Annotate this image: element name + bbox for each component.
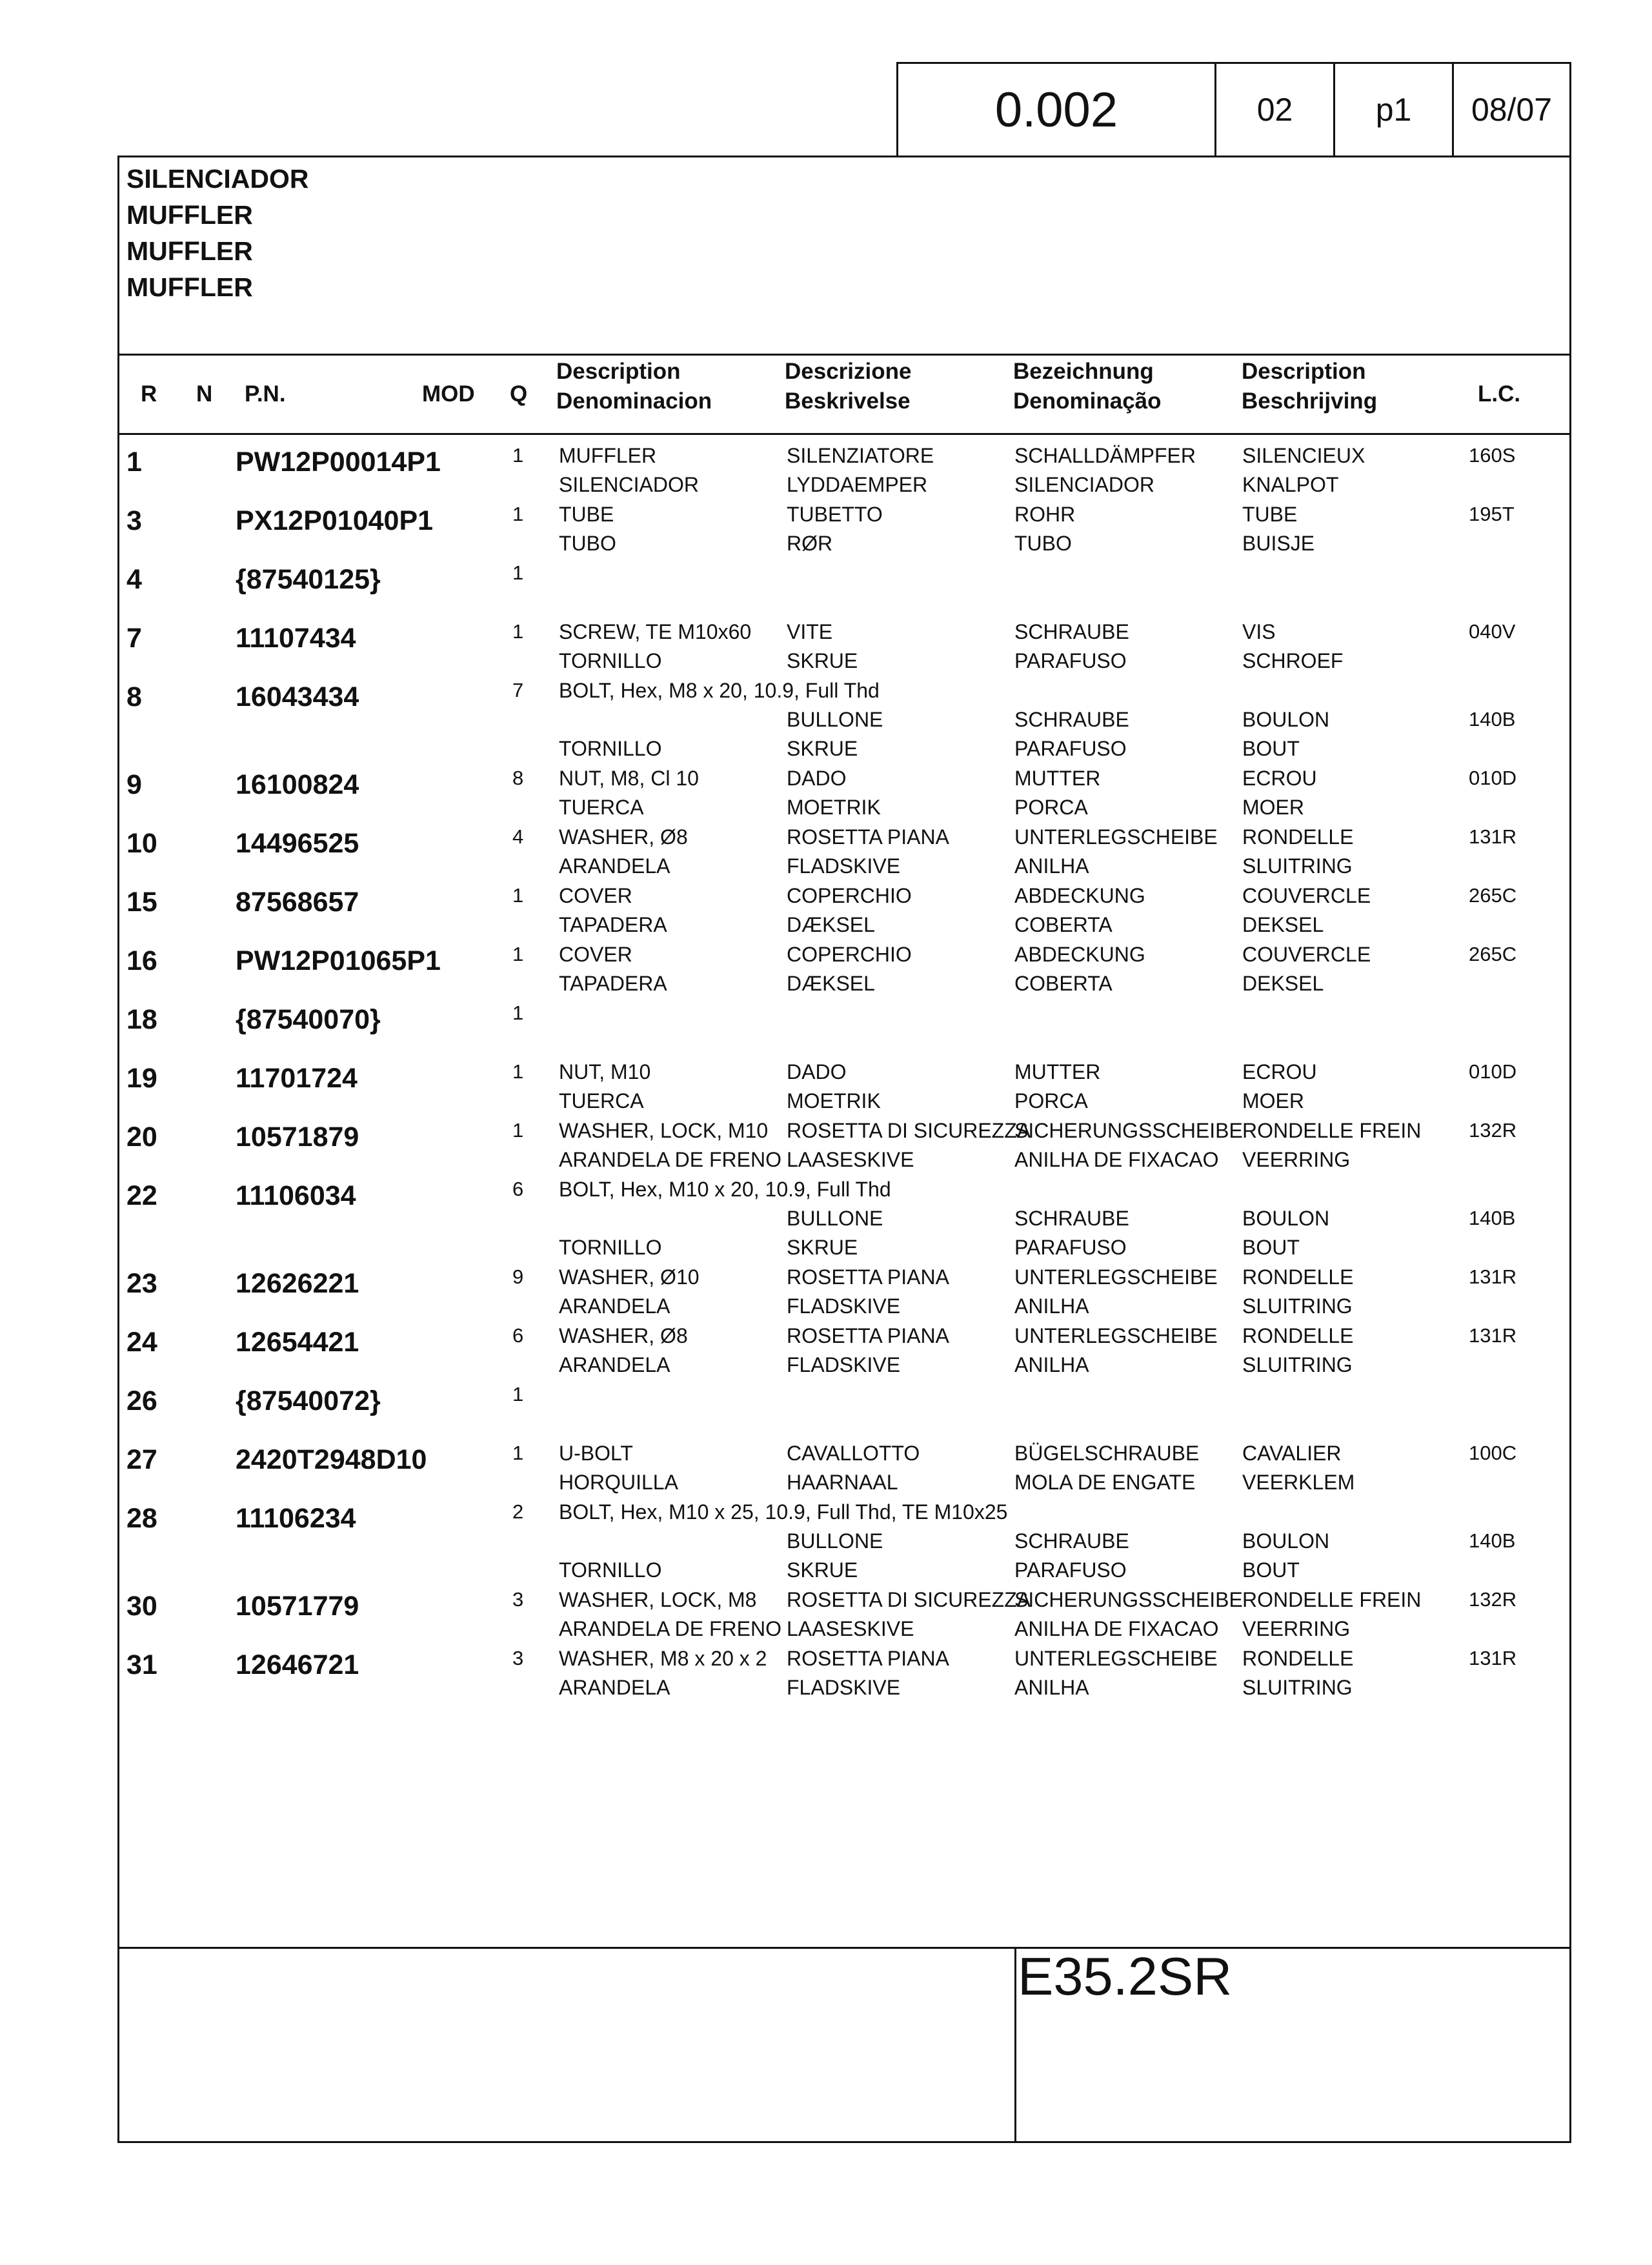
description-alt-lang-4: DEKSEL (1242, 913, 1324, 936)
table-row (0, 1324, 1652, 1382)
ref-number: 4 (126, 564, 142, 595)
description-lang-4: BOULON (1242, 708, 1330, 731)
description-alt-lang-1: TORNILLO (559, 1558, 662, 1582)
description-long: BOLT, Hex, M8 x 20, 10.9, Full Thd (559, 679, 880, 702)
description-alt-lang-2: FLADSKIVE (787, 854, 901, 878)
part-number: PW12P01065P1 (236, 945, 441, 976)
description-lang-3: ROHR (1014, 503, 1076, 526)
description-alt-lang-3: COBERTA (1014, 913, 1113, 936)
col-q: Q (510, 381, 528, 407)
table-row (0, 1119, 1652, 1177)
description-alt-lang-4: BOUT (1242, 1558, 1300, 1582)
description-alt-lang-1: TUERCA (559, 1089, 644, 1112)
quantity: 1 (512, 503, 524, 525)
description-alt-lang-2: SKRUE (787, 1236, 858, 1259)
lc-code: 131R (1469, 1324, 1517, 1347)
quantity: 2 (512, 1500, 524, 1523)
col-desc1-bottom: Denominacion (556, 388, 712, 414)
description-alt-lang-4: SLUITRING (1242, 854, 1353, 878)
description-lang-3: UNTERLEGSCHEIBE (1014, 1324, 1218, 1347)
description-lang-1: WASHER, M8 x 20 x 2 (559, 1647, 767, 1670)
description-alt-lang-4: SLUITRING (1242, 1676, 1353, 1699)
description-alt-lang-3: ANILHA DE FIXACAO (1014, 1148, 1219, 1171)
description-alt-lang-4: VEERKLEM (1242, 1471, 1355, 1494)
description-alt-lang-2: MOETRIK (787, 796, 881, 819)
description-alt-lang-2: FLADSKIVE (787, 1353, 901, 1376)
part-number: 12646721 (236, 1649, 359, 1680)
description-alt-lang-2: SKRUE (787, 1558, 858, 1582)
description-alt-lang-3: ANILHA (1014, 854, 1089, 878)
lc-code: 265C (1469, 884, 1517, 907)
quantity: 1 (512, 444, 524, 467)
lc-code: 195T (1469, 503, 1515, 525)
description-alt-lang-4: MOER (1242, 1089, 1304, 1112)
description-alt-lang-1: ARANDELA (559, 1676, 670, 1699)
col-desc3-top: Bezeichnung (1013, 359, 1154, 384)
description-alt-lang-3: ANILHA (1014, 1353, 1089, 1376)
description-lang-3: ABDECKUNG (1014, 884, 1145, 907)
description-lang-4: COUVERCLE (1242, 943, 1371, 966)
lc-code: 100C (1469, 1442, 1517, 1464)
description-alt-lang-1: ARANDELA DE FRENO (559, 1617, 781, 1640)
quantity: 4 (512, 825, 524, 848)
description-lang-2: ROSETTA PIANA (787, 1265, 949, 1289)
ref-number: 3 (126, 505, 142, 536)
description-lang-1: SCREW, TE M10x60 (559, 620, 752, 643)
col-pn: P.N. (245, 381, 286, 407)
lc-code: 131R (1469, 1647, 1517, 1669)
description-lang-2: ROSETTA PIANA (787, 1647, 949, 1670)
description-alt-lang-3: COBERTA (1014, 972, 1113, 995)
footer-vertical-divider (1014, 1947, 1016, 2143)
description-lang-2: BULLONE (787, 1207, 883, 1230)
ref-number: 0.002 (994, 82, 1118, 137)
table-row (0, 884, 1652, 942)
part-number: 11106234 (236, 1503, 356, 1534)
description-lang-2: VITE (787, 620, 833, 643)
description-alt-lang-1: TUERCA (559, 796, 644, 819)
ref-number: 18 (126, 1004, 157, 1035)
description-alt-lang-2: LYDDAEMPER (787, 473, 928, 496)
description-lang-3: BÜGELSCHRAUBE (1014, 1442, 1200, 1465)
part-number: 16043434 (236, 681, 359, 712)
part-number: 11106034 (236, 1180, 356, 1211)
lc-code: 132R (1469, 1119, 1517, 1142)
ref-number: 9 (126, 769, 142, 800)
col-desc4-top: Description (1242, 359, 1366, 384)
col-n: N (196, 381, 213, 407)
description-long: BOLT, Hex, M10 x 20, 10.9, Full Thd (559, 1178, 891, 1201)
col-desc1-top: Description (556, 359, 681, 384)
part-number: 14496525 (236, 828, 359, 859)
description-lang-1: NUT, M8, Cl 10 (559, 767, 699, 790)
description-alt-lang-2: RØR (787, 532, 833, 555)
col-desc2-top: Descrizione (785, 359, 912, 384)
part-number: {87540125} (236, 564, 381, 595)
table-row (0, 444, 1652, 502)
quantity: 1 (512, 1002, 524, 1024)
description-alt-lang-1: TUBO (559, 532, 616, 555)
description-alt-lang-2: FLADSKIVE (787, 1676, 901, 1699)
part-number: 12626221 (236, 1268, 359, 1299)
part-number: PX12P01040P1 (236, 505, 434, 536)
description-alt-lang-3: PARAFUSO (1014, 737, 1127, 760)
quantity: 1 (512, 1383, 524, 1405)
quantity: 1 (512, 1442, 524, 1464)
col-lc: L.C. (1478, 381, 1521, 407)
description-lang-2: ROSETTA PIANA (787, 1324, 949, 1347)
part-number: 11701724 (236, 1063, 358, 1094)
quantity: 1 (512, 884, 524, 907)
description-alt-lang-1: TAPADERA (559, 972, 667, 995)
description-alt-lang-3: ANILHA (1014, 1676, 1089, 1699)
lc-code: 160S (1469, 444, 1516, 467)
lc-code: 140B (1469, 1207, 1516, 1229)
part-number: 16100824 (236, 769, 359, 800)
description-alt-lang-2: LAASESKIVE (787, 1617, 914, 1640)
table-row (0, 620, 1652, 678)
description-lang-2: SILENZIATORE (787, 444, 934, 467)
col-desc4-bottom: Beschrijving (1242, 388, 1378, 414)
description-lang-1: COVER (559, 943, 632, 966)
description-alt-lang-3: ANILHA (1014, 1294, 1089, 1318)
version-cell (1214, 62, 1335, 157)
lc-code: 265C (1469, 943, 1517, 965)
part-number: PW12P00014P1 (236, 447, 441, 478)
part-number: {87540070} (236, 1004, 381, 1035)
description-lang-2: BULLONE (787, 1529, 883, 1553)
description-lang-3: UNTERLEGSCHEIBE (1014, 825, 1218, 849)
table-row (0, 1060, 1652, 1118)
description-alt-lang-3: TUBO (1014, 532, 1072, 555)
quantity: 1 (512, 1119, 524, 1142)
ref-number: 19 (126, 1063, 157, 1094)
lc-code: 010D (1469, 767, 1517, 789)
part-number: 10571779 (236, 1591, 359, 1622)
table-row (0, 943, 1652, 1001)
table-row (0, 561, 1652, 619)
ref-number: 15 (126, 887, 157, 918)
description-lang-1: U-BOLT (559, 1442, 633, 1465)
description-lang-4: COUVERCLE (1242, 884, 1371, 907)
description-lang-1: NUT, M10 (559, 1060, 651, 1083)
table-row (0, 1265, 1652, 1324)
description-alt-lang-1: TORNILLO (559, 737, 662, 760)
ref-number: 26 (126, 1385, 157, 1416)
lc-code: 131R (1469, 1265, 1517, 1288)
title-en-3: MUFFLER (126, 272, 253, 302)
lc-code: 010D (1469, 1060, 1517, 1083)
ref-cell (896, 62, 1216, 157)
description-lang-2: ROSETTA PIANA (787, 825, 949, 849)
description-alt-lang-3: PORCA (1014, 1089, 1088, 1112)
lc-code: 140B (1469, 1529, 1516, 1552)
description-lang-4: RONDELLE FREIN (1242, 1119, 1422, 1142)
description-lang-4: RONDELLE (1242, 1265, 1354, 1289)
description-long: BOLT, Hex, M10 x 25, 10.9, Full Thd, TE M10x25 (559, 1500, 1008, 1524)
lc-code: 040V (1469, 620, 1516, 643)
ref-number: 22 (126, 1180, 157, 1211)
description-lang-2: COPERCHIO (787, 884, 912, 907)
ref-number: 7 (126, 623, 142, 654)
description-alt-lang-3: PARAFUSO (1014, 649, 1127, 672)
date-text: 08/07 (1471, 92, 1553, 128)
description-lang-3: SCHRAUBE (1014, 1207, 1129, 1230)
description-lang-3: SCHRAUBE (1014, 620, 1129, 643)
quantity: 1 (512, 620, 524, 643)
description-lang-3: UNTERLEGSCHEIBE (1014, 1647, 1218, 1670)
description-lang-4: VIS (1242, 620, 1276, 643)
description-alt-lang-4: MOER (1242, 796, 1304, 819)
description-alt-lang-1: ARANDELA (559, 854, 670, 878)
description-lang-1: COVER (559, 884, 632, 907)
description-lang-2: ROSETTA DI SICUREZZA (787, 1588, 1031, 1611)
description-lang-1: WASHER, LOCK, M10 (559, 1119, 769, 1142)
table-row (0, 679, 1652, 760)
description-lang-3: SCHRAUBE (1014, 708, 1129, 731)
table-row (0, 1383, 1652, 1441)
description-lang-3: SCHALLDÄMPFER (1014, 444, 1196, 467)
description-lang-4: RONDELLE (1242, 1324, 1354, 1347)
quantity: 3 (512, 1647, 524, 1669)
ref-number: 16 (126, 945, 157, 976)
description-lang-1: WASHER, Ø8 (559, 1324, 688, 1347)
quantity: 6 (512, 1324, 524, 1347)
description-alt-lang-2: MOETRIK (787, 1089, 881, 1112)
description-lang-2: CAVALLOTTO (787, 1442, 920, 1465)
description-alt-lang-3: ANILHA DE FIXACAO (1014, 1617, 1219, 1640)
ref-number: 27 (126, 1444, 157, 1475)
page-cell (1333, 62, 1454, 157)
description-alt-lang-1: TORNILLO (559, 649, 662, 672)
description-lang-4: ECROU (1242, 767, 1317, 790)
description-alt-lang-1: TORNILLO (559, 1236, 662, 1259)
description-lang-3: ABDECKUNG (1014, 943, 1145, 966)
description-lang-3: MUTTER (1014, 1060, 1101, 1083)
description-alt-lang-1: ARANDELA (559, 1294, 670, 1318)
description-alt-lang-4: VEERRING (1242, 1148, 1351, 1171)
table-row (0, 503, 1652, 561)
header-divider (117, 433, 1571, 435)
ref-number: 1 (126, 447, 142, 478)
quantity: 6 (512, 1178, 524, 1200)
lc-code: 132R (1469, 1588, 1517, 1611)
lc-code: 140B (1469, 708, 1516, 730)
description-alt-lang-1: ARANDELA DE FRENO (559, 1148, 781, 1171)
description-lang-4: ECROU (1242, 1060, 1317, 1083)
description-lang-3: SICHERUNGSSCHEIBE (1014, 1119, 1243, 1142)
quantity: 1 (512, 943, 524, 965)
part-number: 11107434 (236, 623, 356, 654)
table-row (0, 1442, 1652, 1500)
col-desc3-bottom: Denominação (1013, 388, 1162, 414)
part-number: 10571879 (236, 1122, 359, 1153)
description-alt-lang-2: HAARNAAL (787, 1471, 898, 1494)
part-number: 2420T2948D10 (236, 1444, 427, 1475)
description-lang-3: SCHRAUBE (1014, 1529, 1129, 1553)
description-alt-lang-3: SILENCIADOR (1014, 473, 1154, 496)
description-alt-lang-4: BOUT (1242, 1236, 1300, 1259)
ref-number: 20 (126, 1122, 157, 1153)
description-alt-lang-1: SILENCIADOR (559, 473, 699, 496)
ref-number: 23 (126, 1268, 157, 1299)
version-number: 02 (1256, 92, 1293, 128)
ref-number: 28 (126, 1503, 157, 1534)
description-lang-4: RONDELLE (1242, 1647, 1354, 1670)
quantity: 8 (512, 767, 524, 789)
description-lang-2: DADO (787, 1060, 847, 1083)
footer-model: E35.2SR (1018, 1946, 1233, 2006)
description-alt-lang-2: FLADSKIVE (787, 1294, 901, 1318)
description-lang-1: WASHER, Ø10 (559, 1265, 700, 1289)
table-row (0, 1647, 1652, 1705)
ref-number: 24 (126, 1327, 157, 1358)
description-lang-4: BOULON (1242, 1207, 1330, 1230)
description-alt-lang-4: BOUT (1242, 737, 1300, 760)
description-lang-4: RONDELLE FREIN (1242, 1588, 1422, 1611)
description-lang-2: BULLONE (787, 708, 883, 731)
quantity: 3 (512, 1588, 524, 1611)
title-es: SILENCIADOR (126, 164, 309, 194)
description-alt-lang-4: BUISJE (1242, 532, 1315, 555)
description-alt-lang-1: HORQUILLA (559, 1471, 678, 1494)
description-lang-4: BOULON (1242, 1529, 1330, 1553)
description-alt-lang-3: PARAFUSO (1014, 1558, 1127, 1582)
part-number: {87540072} (236, 1385, 381, 1416)
description-lang-3: SICHERUNGSSCHEIBE (1014, 1588, 1243, 1611)
description-lang-3: UNTERLEGSCHEIBE (1014, 1265, 1218, 1289)
description-lang-2: TUBETTO (787, 503, 883, 526)
description-alt-lang-3: PARAFUSO (1014, 1236, 1127, 1259)
description-alt-lang-2: SKRUE (787, 649, 858, 672)
ref-number: 31 (126, 1649, 157, 1680)
description-lang-4: TUBE (1242, 503, 1298, 526)
part-number: 87568657 (236, 887, 359, 918)
description-lang-3: MUTTER (1014, 767, 1101, 790)
description-alt-lang-3: MOLA DE ENGATE (1014, 1471, 1196, 1494)
table-row (0, 1002, 1652, 1060)
table-row (0, 825, 1652, 883)
description-lang-2: DADO (787, 767, 847, 790)
description-alt-lang-2: DÆKSEL (787, 972, 875, 995)
description-alt-lang-2: LAASESKIVE (787, 1148, 914, 1171)
description-alt-lang-2: SKRUE (787, 737, 858, 760)
description-lang-1: WASHER, Ø8 (559, 825, 688, 849)
ref-number: 30 (126, 1591, 157, 1622)
description-alt-lang-2: DÆKSEL (787, 913, 875, 936)
ref-number: 10 (126, 828, 157, 859)
table-row (0, 767, 1652, 825)
ref-number: 8 (126, 681, 142, 712)
description-alt-lang-3: PORCA (1014, 796, 1088, 819)
table-row (0, 1588, 1652, 1646)
description-alt-lang-4: SLUITRING (1242, 1353, 1353, 1376)
quantity: 9 (512, 1265, 524, 1288)
col-r: R (141, 381, 157, 407)
description-lang-2: COPERCHIO (787, 943, 912, 966)
quantity: 7 (512, 679, 524, 701)
title-en: MUFFLER (126, 200, 253, 230)
description-lang-2: ROSETTA DI SICUREZZA (787, 1119, 1031, 1142)
page-number: p1 (1375, 92, 1412, 128)
description-lang-1: WASHER, LOCK, M8 (559, 1588, 757, 1611)
description-alt-lang-4: SLUITRING (1242, 1294, 1353, 1318)
lc-code: 131R (1469, 825, 1517, 848)
title-en-2: MUFFLER (126, 236, 253, 266)
col-mod: MOD (422, 381, 475, 407)
description-alt-lang-4: SCHROEF (1242, 649, 1344, 672)
date-cell (1452, 62, 1571, 157)
description-lang-1: TUBE (559, 503, 614, 526)
title-divider (117, 354, 1571, 356)
table-row (0, 1500, 1652, 1582)
footer-divider (117, 1947, 1571, 1949)
description-alt-lang-1: ARANDELA (559, 1353, 670, 1376)
description-alt-lang-4: KNALPOT (1242, 473, 1339, 496)
description-alt-lang-4: DEKSEL (1242, 972, 1324, 995)
description-lang-4: CAVALIER (1242, 1442, 1342, 1465)
description-alt-lang-4: VEERRING (1242, 1617, 1351, 1640)
quantity: 1 (512, 1060, 524, 1083)
description-lang-4: RONDELLE (1242, 825, 1354, 849)
description-lang-4: SILENCIEUX (1242, 444, 1365, 467)
col-desc2-bottom: Beskrivelse (785, 388, 911, 414)
table-row (0, 1178, 1652, 1259)
part-number: 12654421 (236, 1327, 359, 1358)
description-lang-1: MUFFLER (559, 444, 657, 467)
quantity: 1 (512, 561, 524, 584)
description-alt-lang-1: TAPADERA (559, 913, 667, 936)
